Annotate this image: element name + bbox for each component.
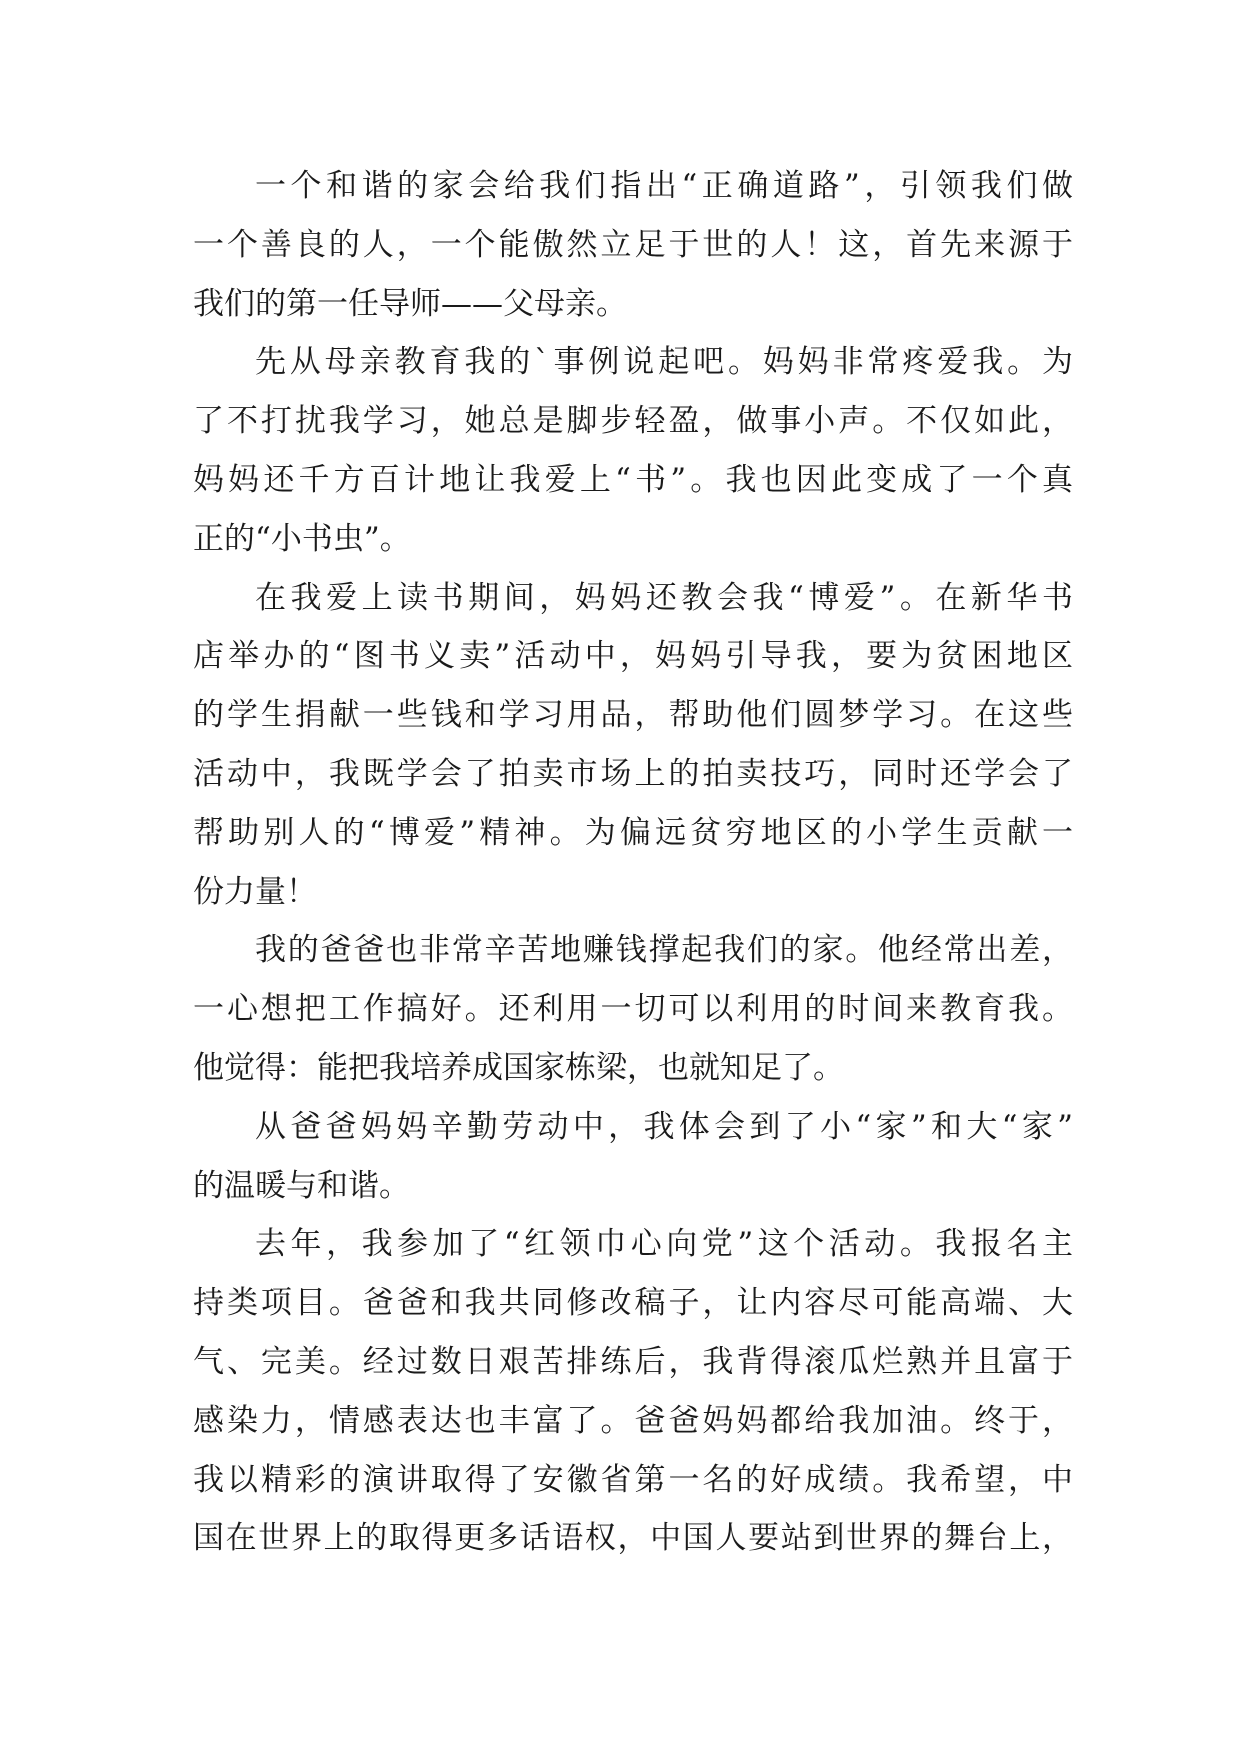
text-line: 的温暖与和谐。 [193,1167,410,1204]
paragraph [193,921,1073,1097]
text-line: 份力量！ [193,873,317,910]
text-line: 我以精彩的演讲取得了安徽省第一名的好成绩。我希望，中 [193,1461,1073,1498]
document-body [193,157,1073,1568]
text-line: 感染力，情感表达也丰富了。爸爸妈妈都给我加油。终于， [193,1402,1073,1439]
text-line: 一个和谐的家会给我们指出“正确道路”，引领我们做 [255,168,1073,204]
paragraph [193,1098,1073,1216]
text-line: 从爸爸妈妈辛勤劳动中，我体会到了小“家”和大“家” [255,1108,1073,1145]
text-line: 妈妈还千方百计地让我爱上“书”。我也因此变成了一个真 [193,461,1073,498]
text-line: 去年，我参加了“红领巾心向党”这个活动。我报名主 [255,1226,1073,1263]
text-line: 一个善良的人，一个能傲然立足于世的人！这，首先来源于 [193,226,1073,263]
text-line: 先从母亲教育我的`事例说起吧。妈妈非常疼爱我。为 [255,344,1073,381]
paragraph [193,1215,1073,1568]
text-line: 的学生捐献一些钱和学习用品，帮助他们圆梦学习。在这些 [193,697,1073,734]
paragraph [193,157,1073,333]
text-line: 持类项目。爸爸和我共同修改稿子，让内容尽可能高端、大 [193,1285,1073,1322]
text-line: 活动中，我既学会了拍卖市场上的拍卖技巧，同时还学会了 [193,755,1073,792]
text-line: 他觉得：能把我培养成国家栋梁，也就知足了。 [193,1049,844,1086]
text-line: 店举办的“图书义卖”活动中，妈妈引导我，要为贫困地区 [193,638,1073,675]
paragraph [193,333,1073,568]
text-line: 帮助别人的“博爱”精神。为偏远贫穷地区的小学生贡献一 [193,814,1073,851]
text-line: 我的爸爸也非常辛苦地赚钱撑起我们的家。他经常出差， [255,932,1073,969]
text-line: 一心想把工作搞好。还利用一切可以利用的时间来教育我。 [193,991,1073,1028]
paragraph [193,569,1073,922]
text-line: 国在世界上的取得更多话语权，中国人要站到世界的舞台上， [193,1520,1073,1557]
text-line: 了不打扰我学习，她总是脚步轻盈，做事小声。不仅如此， [193,403,1073,440]
text-line: 我们的第一任导师——父母亲。 [193,285,627,322]
text-line: 正的“小书虫”。 [193,520,411,557]
text-line: 在我爱上读书期间，妈妈还教会我“博爱”。在新华书 [255,579,1073,616]
text-line: 气、完美。经过数日艰苦排练后，我背得滚瓜烂熟并且富于 [193,1343,1073,1380]
